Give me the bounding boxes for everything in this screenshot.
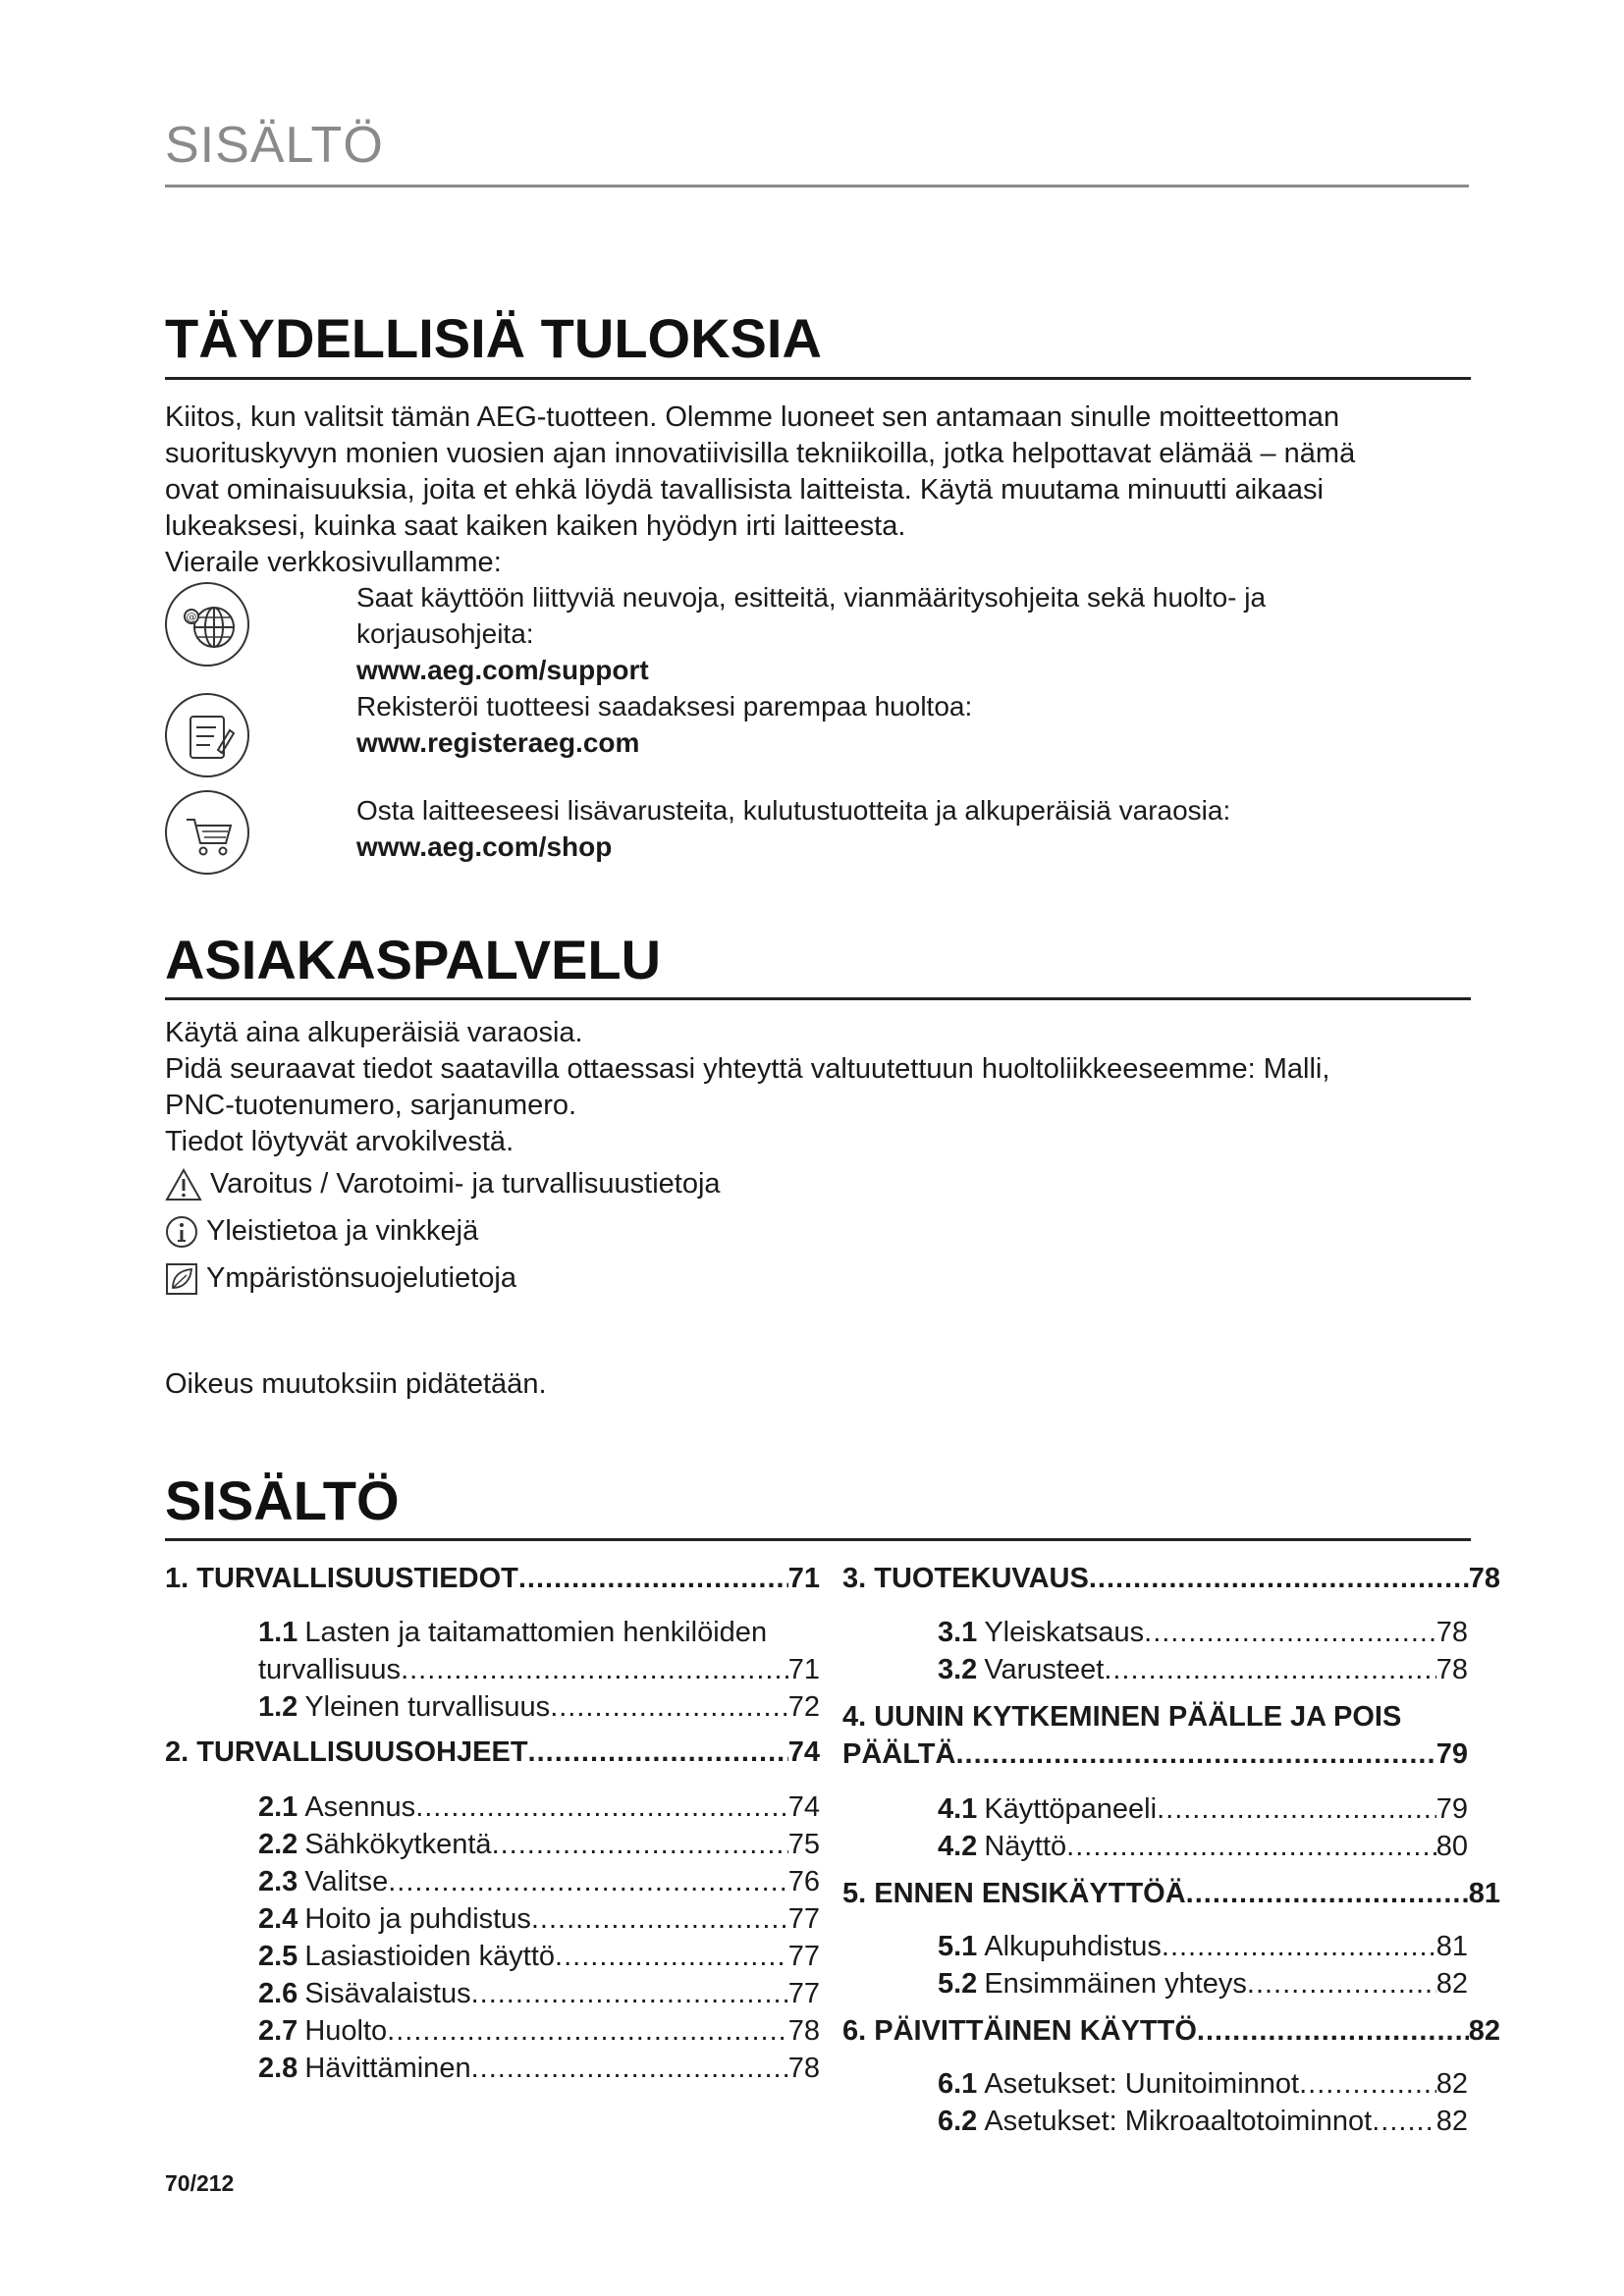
toc-chapter-2[interactable] <box>165 1734 820 1771</box>
page-number: 70/212 <box>165 2170 235 2196</box>
svg-text:@: @ <box>186 611 197 623</box>
toc-item-6-1[interactable] <box>938 2065 1468 2103</box>
toc-page: 81 <box>1435 1931 1468 1962</box>
toc-page: 77 <box>787 1903 820 1935</box>
toc-page: 78 <box>1435 1617 1468 1648</box>
toc-item-label: Yleiskatsaus <box>984 1617 1145 1648</box>
toc-chapter-5[interactable] <box>842 1875 1500 1912</box>
shop-block <box>356 792 1476 865</box>
register-text: Rekisteröi tuotteesi saadaksesi parempaa huoltoa: <box>356 691 973 721</box>
info-icon <box>165 1215 198 1249</box>
support-text: korjausohjeita: <box>356 618 534 649</box>
toc-item-2-3[interactable] <box>258 1863 820 1900</box>
intro-paragraph <box>165 400 1471 581</box>
toc-item-1-1[interactable] <box>258 1614 820 1651</box>
service-line: PNC-tuotenumero, sarjanumero. <box>165 1090 577 1121</box>
toc-item-number: 5.2 <box>938 1968 978 2000</box>
toc-item-3-1[interactable] <box>938 1614 1468 1651</box>
toc-item-label: Käyttöpaneeli <box>984 1793 1158 1825</box>
service-line: Käytä aina alkuperäisiä varaosia. <box>165 1017 583 1048</box>
shopping-cart-icon <box>165 790 249 875</box>
toc-page: 79 <box>1435 1738 1468 1770</box>
perfect-results-title: TÄYDELLISIÄ TULOKSIA <box>165 307 822 369</box>
service-paragraph <box>165 1015 1471 1160</box>
toc-chapter-label: 6. PÄIVITTÄINEN KÄYTTÖ <box>842 2015 1197 2047</box>
toc-page: 78 <box>787 2015 820 2047</box>
toc-item-number: 2.6 <box>258 1978 298 2009</box>
toc-page: 82 <box>1435 1968 1468 2000</box>
toc-chapter-4-cont[interactable] <box>842 1735 1468 1773</box>
register-icon <box>165 693 249 777</box>
toc-page: 74 <box>787 1791 820 1823</box>
toc-item-label: Lasten ja taitamattomien henkilöiden <box>304 1617 768 1648</box>
toc-item-1-1-cont[interactable] <box>258 1651 820 1688</box>
toc-page: 80 <box>1435 1831 1468 1862</box>
perfect-results-rule <box>165 377 1471 380</box>
toc-item-label: Asetukset: Uunitoiminnot <box>984 2068 1300 2100</box>
toc-item-number: 4.1 <box>938 1793 978 1825</box>
toc-item-number: 2.2 <box>258 1829 298 1860</box>
toc-item-label: Lasiastioiden käyttö <box>304 1941 556 1972</box>
toc-item-number: 2.5 <box>258 1941 298 1972</box>
toc-item-1-2[interactable] <box>258 1688 820 1726</box>
support-block <box>356 579 1476 761</box>
legend-environment-text: Ympäristönsuojelutietoja <box>206 1262 516 1294</box>
toc-item-number: 3.1 <box>938 1617 978 1648</box>
toc-item-label: Sähkökytkentä <box>304 1829 492 1860</box>
toc-item-number: 2.7 <box>258 2015 298 2047</box>
toc-item-label: Ensimmäinen yhteys <box>984 1968 1247 2000</box>
globe-icon <box>165 582 249 667</box>
toc-page: 76 <box>787 1866 820 1897</box>
toc-item-number: 4.2 <box>938 1831 978 1862</box>
intro-line: ovat ominaisuuksia, joita et ehkä löydä tavallisista laitteista. Käytä muutama minuutti aikaasi <box>165 474 1324 506</box>
intro-line: Kiitos, kun valitsit tämän AEG-tuotteen. Olemme luoneet sen antamaan sinulle moitteettoman <box>165 401 1340 433</box>
toc-chapter-label: 3. TUOTEKUVAUS <box>842 1563 1089 1594</box>
toc-page: 82 <box>1435 2106 1468 2137</box>
toc-item-2-1[interactable] <box>258 1789 820 1826</box>
toc-chapter-label: PÄÄLTÄ <box>842 1738 956 1770</box>
toc-item-label: Huolto <box>304 2015 388 2047</box>
toc-page: 72 <box>787 1691 820 1723</box>
toc-page: 71 <box>787 1654 820 1685</box>
toc-page: 77 <box>787 1941 820 1972</box>
toc-item-5-2[interactable] <box>938 1965 1468 2002</box>
toc-right-column <box>842 1560 1500 2140</box>
shop-url-link[interactable]: www.aeg.com/shop <box>356 831 613 862</box>
toc-page: 74 <box>787 1736 820 1768</box>
toc-item-number: 2.4 <box>258 1903 298 1935</box>
legend-warning-text: Varoitus / Varotoimi- ja turvallisuustietoja <box>210 1168 721 1200</box>
header-rule <box>165 185 1469 187</box>
warning-icon <box>165 1168 202 1201</box>
customer-service-title: ASIAKASPALVELU <box>165 929 662 990</box>
visit-website-text: Vieraile verkkosivullamme: <box>165 547 502 578</box>
toc-item-number: 5.1 <box>938 1931 978 1962</box>
toc-rule <box>165 1538 1471 1541</box>
support-text: Saat käyttöön liittyviä neuvoja, esitteitä, vianmääritysohjeita sekä huolto- ja <box>356 582 1267 613</box>
toc-page: 71 <box>787 1563 820 1594</box>
toc-item-number: 2.1 <box>258 1791 298 1823</box>
toc-item-label: Asetukset: Mikroaaltotoiminnot <box>984 2106 1373 2137</box>
toc-item-label: Hävittäminen <box>304 2053 471 2084</box>
toc-page: 77 <box>787 1978 820 2009</box>
toc-item-number: 6.1 <box>938 2068 978 2100</box>
toc-left-column <box>165 1560 820 2087</box>
intro-line: suorituskyvyn monien vuosien ajan innovatiivisilla tekniikoilla, jotka helpottavat elämää – nämä <box>165 438 1356 469</box>
toc-title: SISÄLTÖ <box>165 1469 400 1531</box>
toc-item-label: Varusteet <box>984 1654 1105 1685</box>
service-line: Tiedot löytyvät arvokilvestä. <box>165 1126 514 1157</box>
toc-item-2-5[interactable] <box>258 1938 820 1975</box>
page-header-title: SISÄLTÖ <box>165 117 384 174</box>
toc-page: 81 <box>1468 1878 1500 1909</box>
toc-item-number: 6.2 <box>938 2106 978 2137</box>
leaf-icon <box>165 1262 198 1296</box>
toc-item-2-7[interactable] <box>258 2012 820 2050</box>
shop-text: Osta laitteeseesi lisävarusteita, kulutustuotteita ja alkuperäisiä varaosia: <box>356 795 1231 826</box>
toc-item-6-2[interactable] <box>938 2103 1468 2140</box>
toc-item-2-4[interactable] <box>258 1900 820 1938</box>
customer-service-rule <box>165 997 1471 1000</box>
toc-item-number: 1.2 <box>258 1691 298 1723</box>
toc-item-2-8[interactable] <box>258 2050 820 2087</box>
toc-item-label: Sisävalaistus <box>304 1978 471 2009</box>
toc-chapter-label: 5. ENNEN ENSIKÄYTTÖÄ <box>842 1878 1186 1909</box>
toc-item-label: Yleinen turvallisuus <box>304 1691 551 1723</box>
toc-item-number: 3.2 <box>938 1654 978 1685</box>
toc-item-label: Näyttö <box>984 1831 1067 1862</box>
toc-page: 82 <box>1435 2068 1468 2100</box>
toc-page: 78 <box>787 2053 820 2084</box>
toc-item-number: 2.3 <box>258 1866 298 1897</box>
disclaimer-text: Oikeus muutoksiin pidätetään. <box>165 1368 547 1400</box>
toc-chapter-label: 4. UUNIN KYTKEMINEN PÄÄLLE JA POIS <box>842 1701 1402 1733</box>
toc-chapter-4[interactable] <box>842 1698 1500 1735</box>
toc-page: 75 <box>787 1829 820 1860</box>
toc-chapter-3[interactable] <box>842 1560 1500 1597</box>
toc-chapter-label: 1. TURVALLISUUSTIEDOT <box>165 1563 518 1594</box>
toc-chapter-6[interactable] <box>842 2012 1500 2050</box>
toc-page: 78 <box>1435 1654 1468 1685</box>
toc-chapter-1[interactable] <box>165 1560 820 1597</box>
toc-item-label: turvallisuus <box>258 1654 402 1685</box>
toc-page: 78 <box>1468 1563 1500 1594</box>
toc-item-label: Valitse <box>304 1866 389 1897</box>
legend-info-text: Yleistietoa ja vinkkejä <box>206 1215 479 1247</box>
legend-environment <box>165 1260 516 1297</box>
toc-item-label: Asennus <box>304 1791 416 1823</box>
toc-page: 79 <box>1435 1793 1468 1825</box>
legend-warning <box>165 1166 721 1202</box>
toc-item-4-1[interactable] <box>938 1790 1468 1828</box>
toc-item-4-2[interactable] <box>938 1828 1468 1865</box>
intro-line: lukeaksesi, kuinka saat kaiken kaiken hyödyn irti laitteesta. <box>165 510 906 542</box>
toc-item-number: 1.1 <box>258 1617 298 1648</box>
toc-item-label: Alkupuhdistus <box>984 1931 1162 1962</box>
toc-chapter-label: 2. TURVALLISUUSOHJEET <box>165 1736 528 1768</box>
toc-item-2-6[interactable] <box>258 1975 820 2012</box>
toc-item-label: Hoito ja puhdistus <box>304 1903 531 1935</box>
disclaimer <box>165 1366 1471 1403</box>
register-url-link[interactable]: www.registeraeg.com <box>356 727 640 758</box>
support-url-link[interactable]: www.aeg.com/support <box>356 655 649 685</box>
toc-page: 82 <box>1468 2015 1500 2047</box>
toc-item-5-1[interactable] <box>938 1928 1468 1965</box>
toc-item-3-2[interactable] <box>938 1651 1468 1688</box>
toc-item-2-2[interactable] <box>258 1826 820 1863</box>
service-line: Pidä seuraavat tiedot saatavilla ottaessasi yhteyttä valtuutettuun huoltoliikkeeseemme: Malli, <box>165 1053 1330 1085</box>
toc-item-number: 2.8 <box>258 2053 298 2084</box>
legend-info <box>165 1213 478 1250</box>
